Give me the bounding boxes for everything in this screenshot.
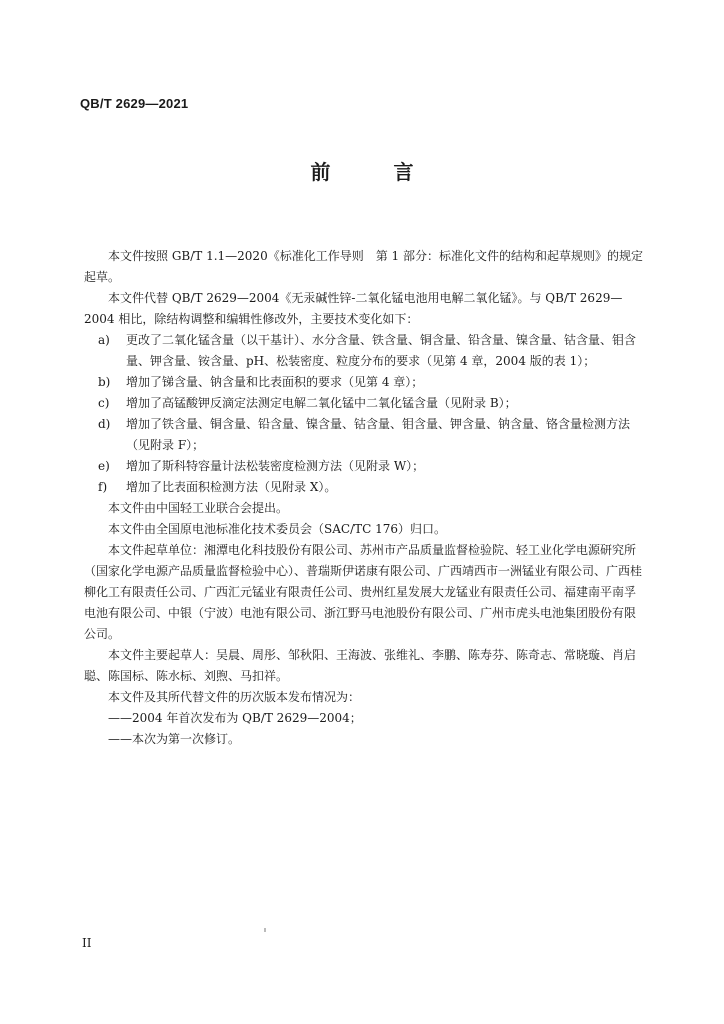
paragraph-proposer: 本文件由中国轻工业联合会提出。 bbox=[108, 501, 289, 515]
list-item bbox=[84, 393, 646, 414]
history-entry: ——2004 年首次发布为 QB/T 2629—2004； bbox=[108, 711, 362, 725]
list-item-label: d) bbox=[98, 417, 111, 431]
list-item-label: b) bbox=[98, 375, 111, 389]
list-item bbox=[84, 477, 646, 498]
list-item-label: e) bbox=[98, 459, 110, 473]
list-item bbox=[84, 330, 646, 372]
foreword-body bbox=[84, 246, 646, 750]
paragraph-history: 本文件及其所代替文件的历次版本发布情况为： bbox=[108, 690, 361, 704]
paragraph-drafting-rules: 本文件按照 GB/T 1.1—2020《标准化工作导则 第 1 部分：标准化文件的结构和起草规则》的规定起草。 bbox=[84, 249, 643, 284]
list-item-label: a) bbox=[98, 333, 110, 347]
history-entry: ——本次为第一次修订。 bbox=[108, 732, 241, 746]
list-item bbox=[84, 456, 646, 477]
list-item-text: 增加了高锰酸钾反滴定法测定电解二氧化锰中二氧化锰含量（见附录 B）； bbox=[126, 396, 517, 410]
list-item bbox=[84, 372, 646, 393]
list-item-text: 增加了斯科特容量计法松装密度检测方法（见附录 W）； bbox=[126, 459, 425, 473]
paragraph-committee: 本文件由全国原电池标准化技术委员会（SAC/TC 176）归口。 bbox=[108, 522, 447, 536]
paragraph-drafting-units: 本文件起草单位：湘潭电化科技股份有限公司、苏州市产品质量监督检验院、轻工业化学电源研究所（国家化学电源产品质量监督检验中心）、普瑞斯伊诺康有限公司、广西靖西市一洲锰业有限公司、广西桂柳化工有限责任公司、广西汇元锰业有限责任公司、贵州红星发展大龙锰业有限责任公司、福建南平南孚电池有限公司、中银（宁波）电池有限公司、浙江野马电池股份有限公司、广州市虎头电池集团股份有限公司。 bbox=[84, 543, 643, 641]
page-title: 前 言 bbox=[310, 160, 442, 184]
list-item bbox=[84, 414, 646, 456]
page-number: II bbox=[82, 936, 92, 950]
scan-mark bbox=[264, 928, 266, 932]
list-item-text: 更改了二氧化锰含量（以干基计）、水分含量、铁含量、铜含量、铅含量、镍含量、钴含量、钼含量、钾含量、铵含量、pH、松装密度、粒度分布的要求（见第 4 章，2004 版的表 1）； bbox=[126, 333, 637, 368]
list-item-text: 增加了铁含量、铜含量、铅含量、镍含量、钴含量、钼含量、钾含量、钠含量、铬含量检测方法（见附录 F）； bbox=[126, 417, 631, 452]
paragraph-replacement: 本文件代替 QB/T 2629—2004《无汞碱性锌-二氧化锰电池用电解二氧化锰》。与 QB/T 2629—2004 相比，除结构调整和编辑性修改外，主要技术变化如下： bbox=[84, 291, 623, 326]
list-item-label: f) bbox=[98, 480, 108, 494]
list-item-label: c) bbox=[98, 396, 110, 410]
standard-code: QB/T 2629—2021 bbox=[80, 96, 189, 111]
list-item-text: 增加了比表面积检测方法（见附录 X）。 bbox=[126, 480, 337, 494]
list-item-text: 增加了锑含量、钠含量和比表面积的要求（见第 4 章）； bbox=[126, 375, 424, 389]
paragraph-drafters: 本文件主要起草人：吴晨、周彤、邹秋阳、王海波、张维礼、李鹏、陈寿芬、陈奇志、常晓璇、肖启聪、陈国标、陈水标、刘煦、马扣祥。 bbox=[84, 648, 637, 683]
